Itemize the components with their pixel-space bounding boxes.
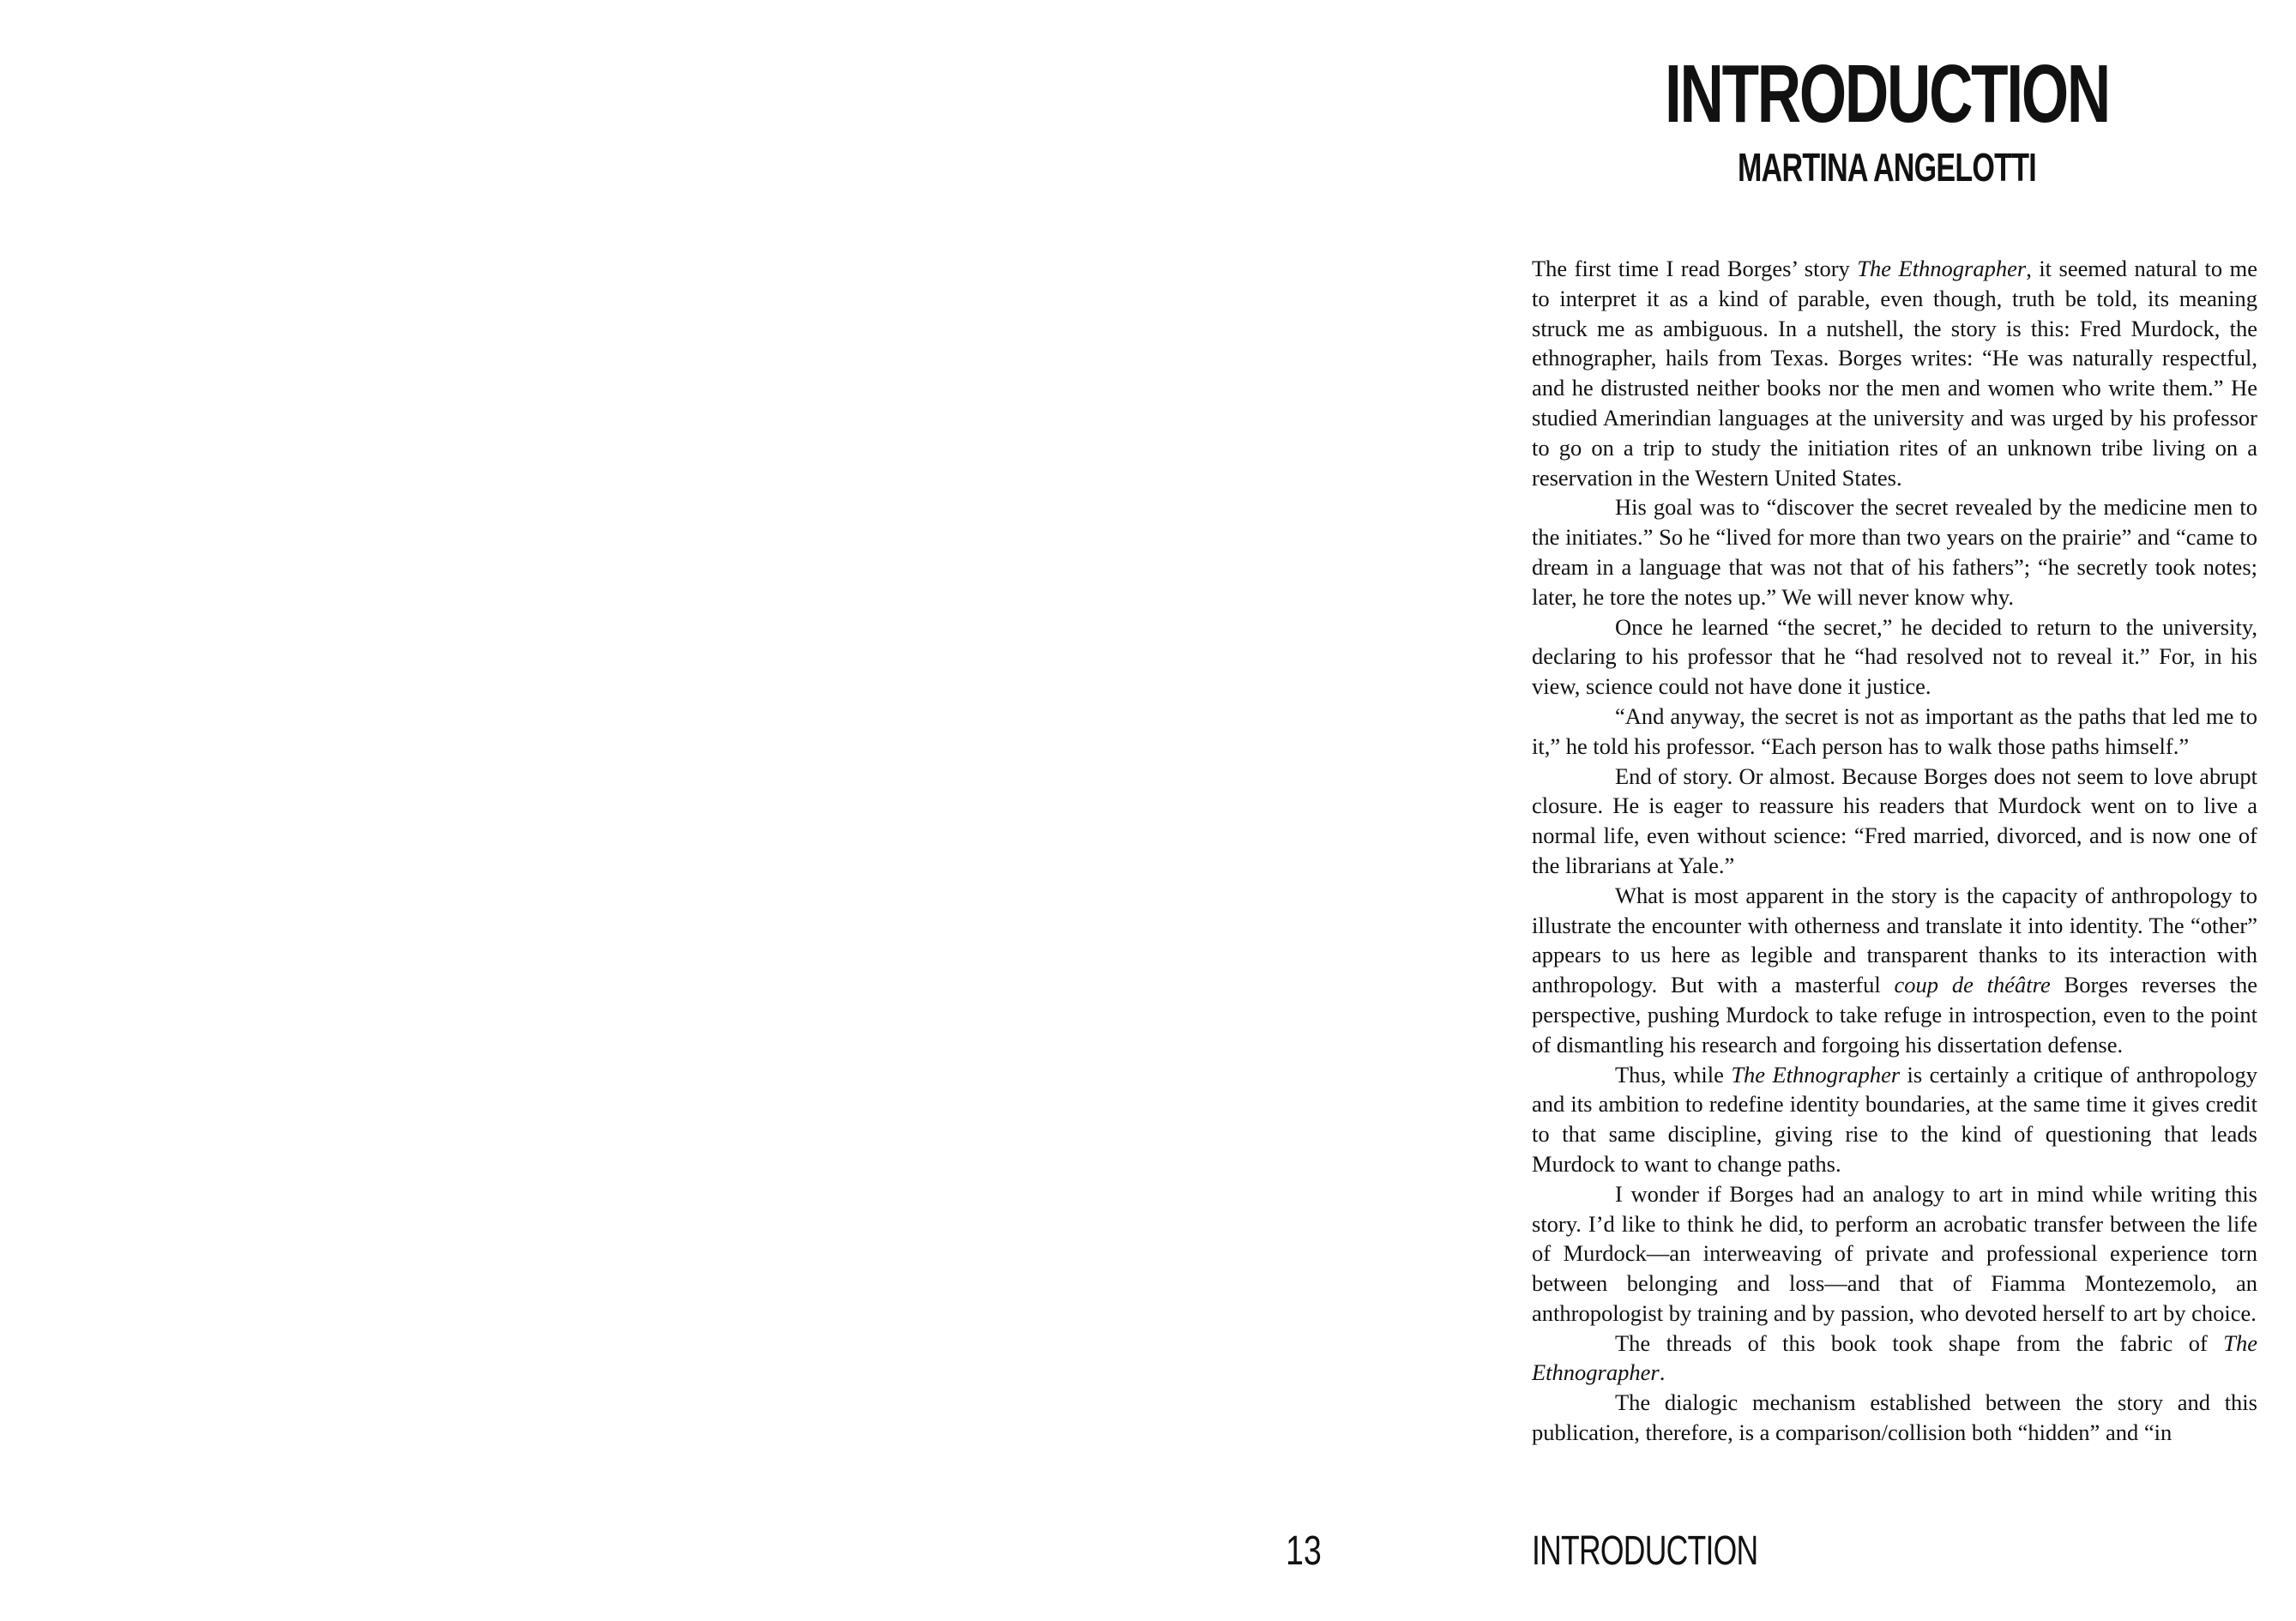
paragraph [1532,254,2257,492]
paragraph [1532,1060,2257,1179]
paragraph-text: End of story. Or almost. Because Borges does not seem to love abrupt closure. He is eager to reassure his readers that Murdock went on to live a normal life, even without science: “Fred married, divorced, and is now one of the librarians at Yale.” [1532,762,2257,878]
paragraph [1532,1388,2257,1448]
paragraph-text: , it seemed natural to me to interpret it as a kind of parable, even though, truth be told, its meaning struck me as ambiguous. In a nutshell, the story is this: Fred Murdock, the ethnographer, hails from Texas. Borges writes: “He was naturally respectful, and he distrusted neither books nor the men and women who write them.” He studied Amerindian languages at the university and was urged by his professor to go on a trip to study the initiation rites of an unknown tribe living on a reservation in the Western United States. [1532,256,2258,491]
paragraph-text: What is most apparent in the story is the capacity of anthropology to illustrate the encounter with otherness and translate it into identity. The “other” appears to us here as legible and transparent thanks to its interaction with anthropology. But with a masterful [1532,882,2257,998]
chapter-heading [1449,48,2296,190]
paragraph-text: is certainly a critique of anthropology and its ambition to redefine identity boundaries, at the same time it gives credit to that same discipline, giving rise to the kind of questioning that leads Murdock to want to change paths. [1532,1061,2258,1177]
paragraph-text: . [1659,1359,1666,1386]
paragraph [1532,881,2257,1060]
paragraph-text: The threads of this book took shape from the fabric of [1615,1329,2224,1356]
paragraph [1532,762,2257,881]
italic-title-text: The Ethnographer [1731,1061,1901,1088]
chapter-title: INTRODUCTION [1665,48,2109,140]
paragraph [1532,702,2257,762]
page-number: 13 [1286,1528,1322,1574]
running-footer-title: INTRODUCTION [1532,1528,1758,1574]
paragraph-text: Borges reverses the perspective, pushing Murdock to take refuge in introspection, even to the point of dismantling his research and forgoing his dissertation defense. [1532,972,2257,1058]
italic-title-text: coup de théâtre [1894,972,2051,998]
paragraph-text: His goal was to “discover the secret revealed by the medicine men to the initiates.” So he “lived for more than two years on the prairie” and “came to dream in a language that was not that of his fathers”; “he secretly took notes; later, he tore the notes up.” We will never know why. [1532,494,2257,610]
paragraph [1532,1179,2257,1329]
paragraph-text: The dialogic mechanism established between the story and this publication, therefore, is a comparison/collision both “hidden” and “in [1532,1389,2257,1446]
paragraph [1532,612,2257,702]
paragraph [1532,1329,2257,1389]
paragraph-text: Thus, while [1615,1061,1732,1088]
italic-title-text: The Ethnographer [1857,256,2027,281]
paragraph-text: The first time I read Borges’ story [1532,256,1858,281]
paragraph-text: “And anyway, the secret is not as important as the paths that led me to it,” he told his professor. “Each person has to walk those paths himself.” [1532,702,2257,759]
paragraph-text: I wonder if Borges had an analogy to art in mind while writing this story. I’d like to think he did, to perform an acrobatic transfer between the life of Murdock—an interweaving of private and professional experience torn between belonging and loss—and that of Fiamma Montezemolo, an anthropologist by training and by passion, who devoted herself to art by choice. [1532,1180,2257,1326]
author-name: MARTINA ANGELOTTI [1738,145,2036,190]
paragraph [1532,492,2257,612]
paragraph-text: Once he learned “the secret,” he decided to return to the university, declaring to his professor that he “had resolved not to reveal it.” For, in his view, science could not have done it justice. [1532,613,2257,700]
italic-title-text: The Ethnographer [1532,1329,2257,1386]
body-text [1532,254,2257,1448]
